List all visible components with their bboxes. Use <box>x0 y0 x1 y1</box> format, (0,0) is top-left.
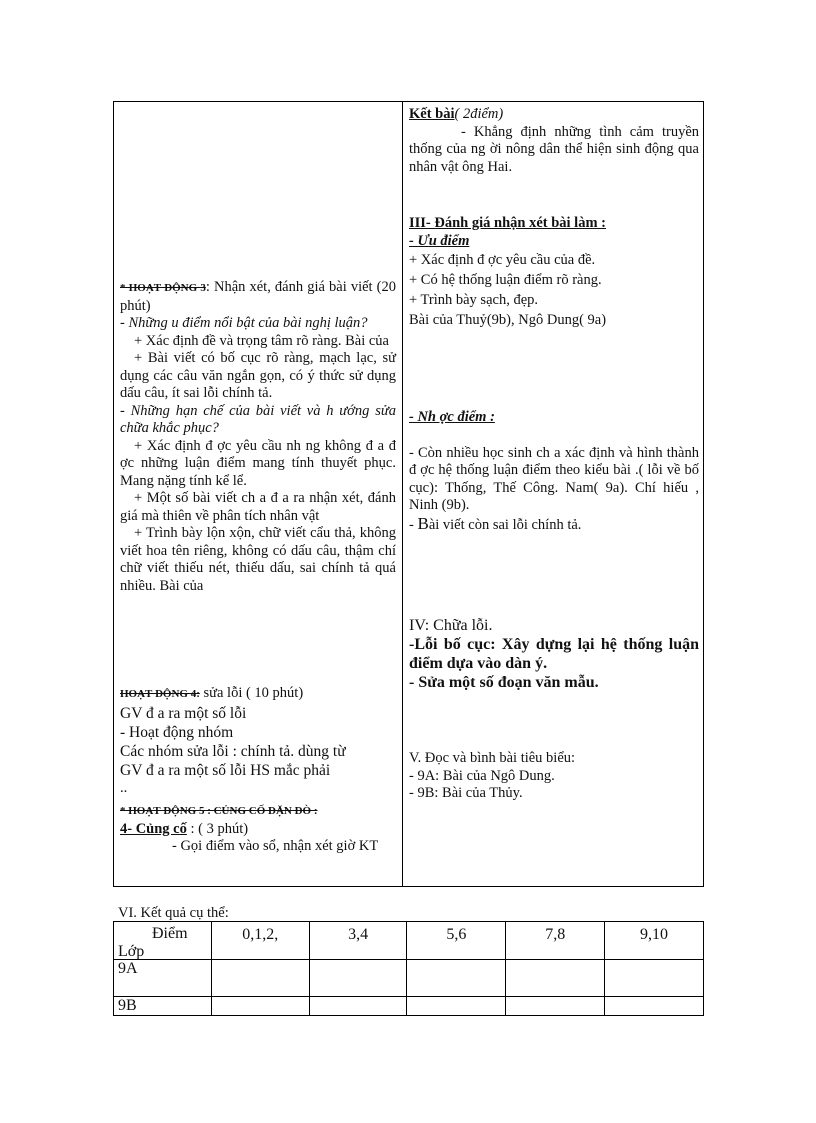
conclusion-title: Kết bài <box>409 106 455 122</box>
left-cell <box>120 102 396 886</box>
conclusion-block <box>409 106 699 176</box>
results-header-row <box>114 922 704 960</box>
strength-item-2: + Có hệ thống luận điểm rõ ràng. <box>409 272 602 288</box>
table-cell[interactable] <box>211 960 309 997</box>
table-cell[interactable] <box>309 960 407 997</box>
reading-9b: - 9B: Bài của Thủy. <box>409 785 523 801</box>
weakness-block: - Nh ợc điểm : - Còn nhiều học sinh ch a xác định và hình thành đ ợc hệ thống luận điểm theo kiểu bài .( lỗi về bố cục): Thống, Thế Công. Nam( 9a). Chí hiếu , Ninh (9b). - Bài viết còn sai lỗi chính tả. <box>409 409 699 533</box>
strength-item-3: + Trình bày sạch, đẹp. <box>409 292 539 308</box>
activity-4-block <box>120 685 396 797</box>
correction-2: - Sửa một số đoạn văn mẫu. <box>409 674 599 691</box>
activity-5-heading: * HOẠT ĐỘNG 5 : CỦNG CỐ DẶN DÒ : <box>120 805 318 817</box>
group-activity: - Hoạt động nhóm <box>120 723 234 741</box>
reading-block <box>409 750 699 803</box>
header-corner-cell <box>114 922 212 960</box>
section-3-title: III- Đánh giá nhận xét bài làm : <box>409 215 606 231</box>
table-row <box>114 997 704 1016</box>
weakness-spelling: ài viết còn sai lỗi chính tả. <box>428 516 582 533</box>
conclusion-text: - Khẳng định những tình cảm truyền thống của ng ời nông dân thể hiện sinh động qua nhân vật ông Hai. <box>409 123 699 175</box>
weakness-detail: - Còn nhiều học sinh ch a xác định và hình thành đ ợc hệ thống luận điểm theo kiểu bài .( lỗi về bố cục): Thống, Thế Công. Nam( 9a). Chí hiếu , Ninh (9b). <box>409 444 699 513</box>
table-cell[interactable] <box>407 960 506 997</box>
ellipsis-text: .. <box>120 779 128 796</box>
correction-1: -Lỗi bố cục: Xây dựng lại hệ thống luận điểm dựa vào dàn ý. <box>409 636 699 672</box>
results-table <box>113 921 704 1016</box>
weakness-2: + Một số bài viết ch a đ a ra nhận xét, đánh giá mà thiên về phân tích nhân vật <box>120 490 396 524</box>
class-9a-label: 9A <box>114 960 212 997</box>
score-col-4: 7,8 <box>506 922 605 960</box>
evaluation-block <box>409 215 699 330</box>
strength-item-1: + Xác định đ ợc yêu cầu của đề. <box>409 252 596 268</box>
table-cell[interactable] <box>605 960 704 997</box>
question-weaknesses: - Những hạn chế của bài viết và h ướng sửa chữa khắc phục? <box>120 402 396 436</box>
activity-4-heading: HOẠT ĐỘNG 4: <box>120 688 200 700</box>
weakness-3: + Trình bày lộn xộn, chữ viết cẩu thả, không viết hoa tên riêng, không có dấu câu, thậm chí chữ viết thiếu nét, thiếu dấu, sai chính tả quá nhiều. Bài của <box>120 525 396 594</box>
header-score-label: Điểm <box>152 925 188 942</box>
class-9b-label: 9B <box>114 997 212 1016</box>
score-col-1: 0,1,2, <box>211 922 309 960</box>
good-essays: Bài của Thuỷ(9b), Ngô Dung( 9a) <box>409 312 607 328</box>
groups-fix: Các nhóm sửa lỗi : chính tả. dùng từ <box>120 742 346 760</box>
correction-block <box>409 616 699 692</box>
activity-3-title: : Nhận xét, đánh giá bài viết (20 phút) <box>120 279 396 314</box>
activity-4-title: sửa lỗi ( 10 phút) <box>199 685 304 701</box>
header-class-label: Lớp <box>118 943 145 960</box>
strength-2: + Bài viết có bố cục rõ ràng, mạch lạc, sử dụng các câu văn ngắn gọn, có ý thức sử dụng dấu câu, ít sai lỗi chính tả. <box>120 350 396 401</box>
table-cell[interactable] <box>211 997 309 1016</box>
results-title: VI. Kết quả cụ thể: <box>118 905 229 921</box>
lesson-table <box>113 101 704 887</box>
table-cell[interactable] <box>506 960 605 997</box>
activity-5-block <box>120 802 396 856</box>
weaknesses-title: - Nh ợc điểm : <box>409 409 495 425</box>
table-cell[interactable] <box>605 997 704 1016</box>
weakness-1: + Xác định đ ợc yêu cầu nh ng không đ a đ ợc những luận điểm mang tính thuyết phục. Mang nặng tính kể lể. <box>120 437 396 489</box>
table-cell[interactable] <box>407 997 506 1016</box>
score-col-2: 3,4 <box>309 922 407 960</box>
strength-1: + Xác định đề và trọng tâm rõ ràng. Bài của <box>134 332 389 349</box>
activity-3-block <box>120 279 396 595</box>
score-col-3: 5,6 <box>407 922 506 960</box>
score-col-5: 9,10 <box>605 922 704 960</box>
conclusion-score: ( 2điểm) <box>454 106 504 122</box>
activity-3-heading: * HOẠT ĐỘNG 3 <box>120 282 206 294</box>
final-task: - Gọi điểm vào sổ, nhận xét giờ KT <box>172 838 379 854</box>
strengths-title: - Ưu điểm <box>409 232 470 249</box>
column-divider <box>402 102 403 886</box>
gv-line-2: GV đ a ra một số lỗi HS mắc phải <box>120 761 331 779</box>
section-5-title: V. Đọc và bình bài tiêu biểu: <box>409 750 576 766</box>
consolidation-heading: 4- Củng cố <box>120 820 187 837</box>
consolidation-time: : ( 3 phút) <box>186 820 249 837</box>
section-4-title: IV: Chữa lỗi. <box>409 617 493 634</box>
table-cell[interactable] <box>506 997 605 1016</box>
right-cell <box>409 102 699 886</box>
table-row <box>114 960 704 997</box>
table-cell[interactable] <box>309 997 407 1016</box>
weakness-first-letter: B <box>417 513 429 533</box>
reading-9a: - 9A: Bài của Ngô Dung. <box>409 767 555 784</box>
gv-line-1: GV đ a ra một số lỗi <box>120 704 247 722</box>
question-strengths: - Những u điểm nổi bật của bài nghị luận? <box>120 315 368 331</box>
